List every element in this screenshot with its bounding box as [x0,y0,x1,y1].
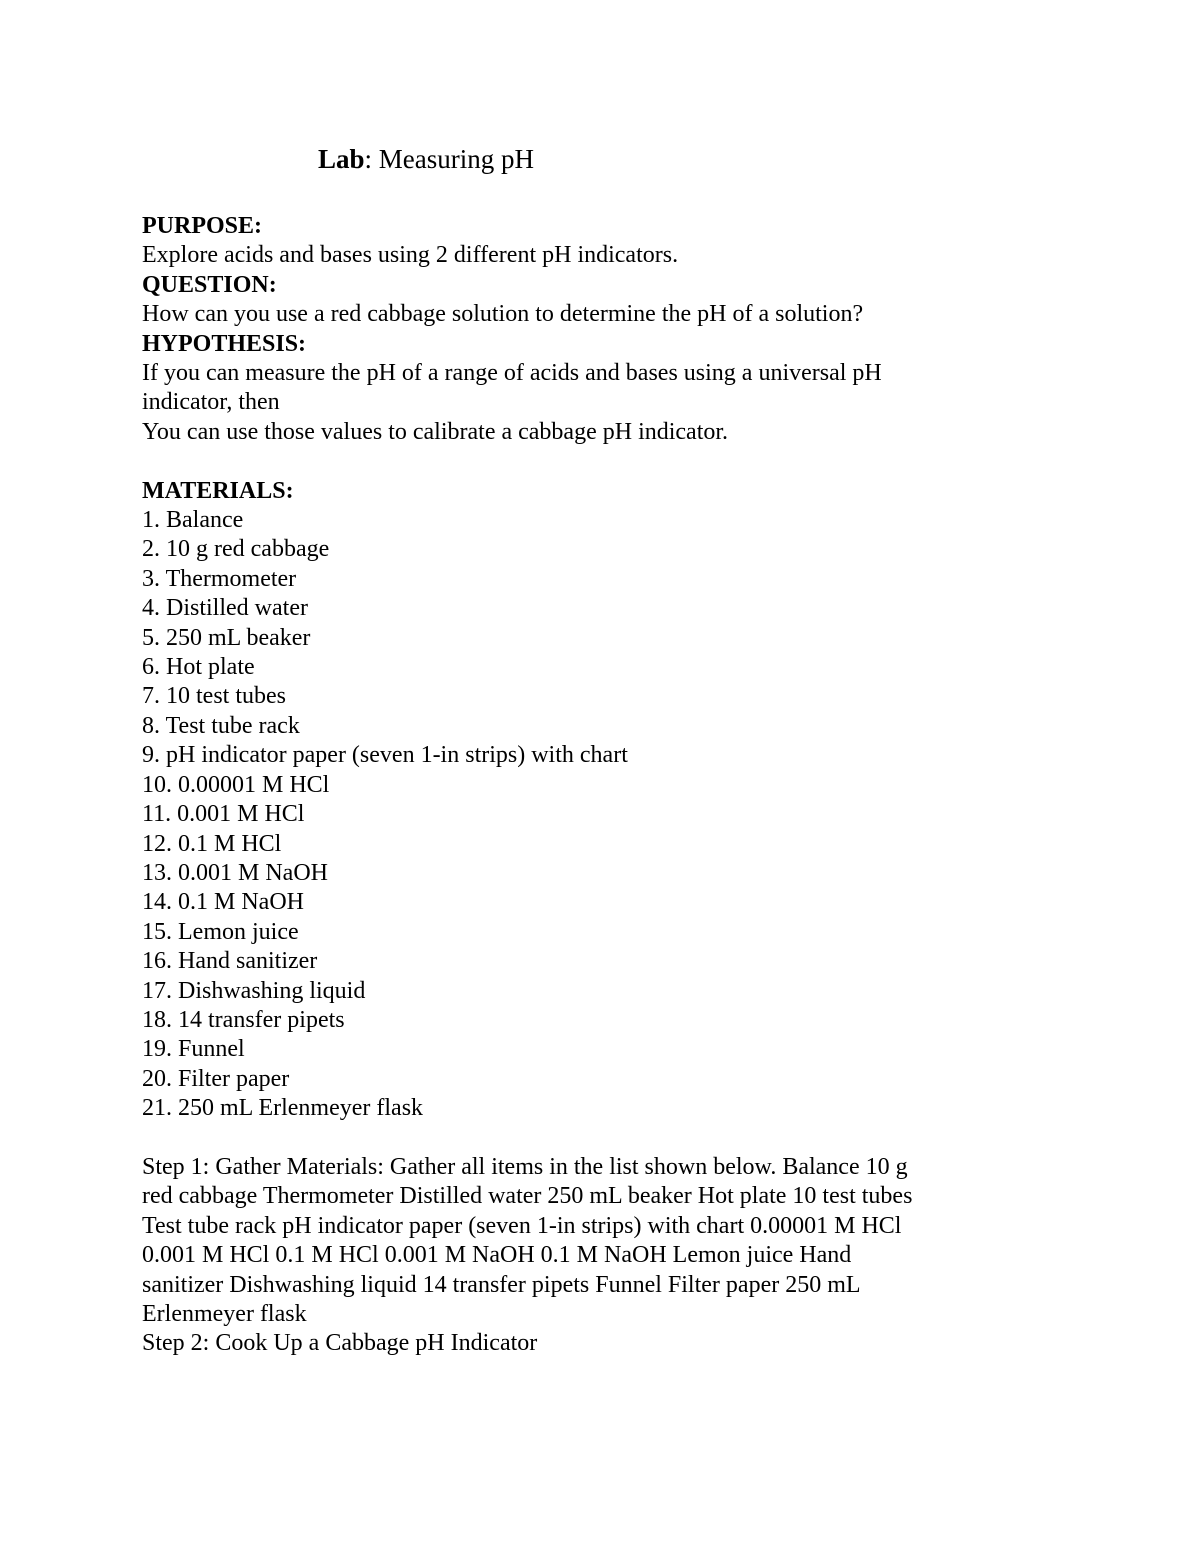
materials-list [142,506,1072,1124]
list-item: 20. Filter paper [142,1065,290,1092]
list-item: 10. 0.00001 M HCl [142,771,330,798]
step-1-line: Test tube rack pH indicator paper (seven 1-in strips) with chart 0.00001 M HCl [142,1212,902,1239]
question-heading: QUESTION: [142,271,277,298]
hypothesis-line-1: If you can measure the pH of a range of acids and bases using a universal pH [142,360,882,387]
list-item: 6. Hot plate [142,654,255,681]
list-item: 3. Thermometer [142,565,297,592]
step-1-line: Step 1: Gather Materials: Gather all items in the list shown below. Balance 10 g [142,1153,908,1180]
step-1-line: red cabbage Thermometer Distilled water 250 mL beaker Hot plate 10 test tubes [142,1183,913,1210]
spacer [142,447,1072,476]
step-1-line: sanitizer Dishwashing liquid 14 transfer pipets Funnel Filter paper 250 mL [142,1271,861,1298]
list-item: 7. 10 test tubes [142,683,286,710]
purpose-heading: PURPOSE: [142,213,262,239]
list-item: 1. Balance [142,507,244,534]
hypothesis-line-2: indicator, then [142,389,280,416]
list-item: 2. 10 g red cabbage [142,536,330,563]
list-item: 8. Test tube rack [142,712,300,739]
step-1 [142,1153,1072,1329]
list-item: 17. Dishwashing liquid [142,977,366,1004]
list-item: 5. 250 mL beaker [142,624,311,651]
hypothesis-heading: HYPOTHESIS: [142,330,307,357]
list-item: 9. pH indicator paper (seven 1-in strips) with chart [142,742,628,769]
hypothesis-line-3: You can use those values to calibrate a cabbage pH indicator. [142,418,729,445]
list-item: 16. Hand sanitizer [142,948,318,975]
spacer [142,1124,1072,1153]
list-item: 12. 0.1 M HCl [142,830,282,857]
list-item: 11. 0.001 M HCl [142,801,305,828]
list-item: 13. 0.001 M NaOH [142,859,328,886]
page-title [318,142,534,176]
document-body [142,212,1072,1359]
list-item: 15. Lemon juice [142,918,299,945]
title-bold-label: Lab [318,144,365,174]
step-1-line: 0.001 M HCl 0.1 M HCl 0.001 M NaOH 0.1 M NaOH Lemon juice Hand [142,1242,852,1269]
list-item: 19. Funnel [142,1036,245,1063]
title-rest: : Measuring pH [364,144,535,174]
list-item: 14. 0.1 M NaOH [142,889,304,916]
step-1-line: Erlenmeyer flask [142,1301,307,1327]
list-item: 4. Distilled water [142,595,308,622]
question-text: How can you use a red cabbage solution to determine the pH of a solution? [142,301,864,328]
list-item: 18. 14 transfer pipets [142,1006,345,1033]
purpose-text: Explore acids and bases using 2 different pH indicators. [142,242,679,269]
step-2: Step 2: Cook Up a Cabbage pH Indicator [142,1330,538,1357]
materials-heading: MATERIALS: [142,477,294,504]
list-item: 21. 250 mL Erlenmeyer flask [142,1095,424,1122]
